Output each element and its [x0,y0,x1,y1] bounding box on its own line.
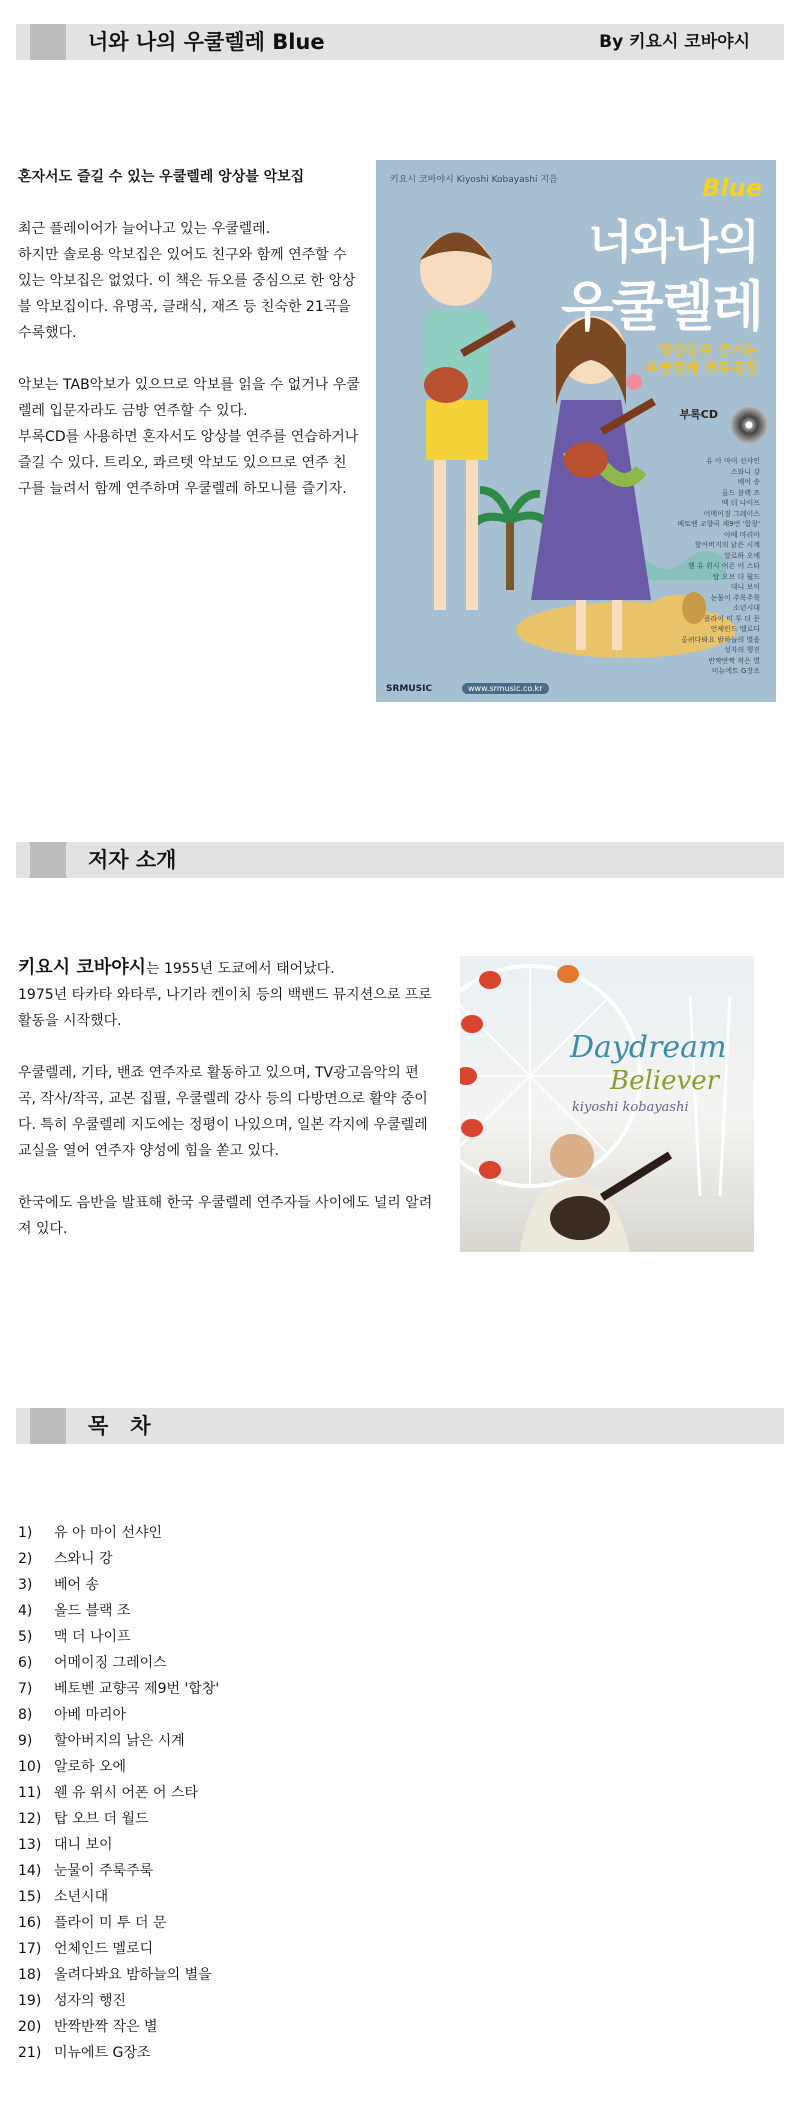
toc-heading: 목 차 [88,1414,151,1438]
toc-item-number: 5) [18,1629,33,1645]
cover-title-line1: 너와나의 [588,215,758,269]
toc-item-number: 9) [18,1733,33,1749]
toc-item-title: 유 아 마이 선샤인 [54,1525,163,1541]
author-bio-p1: 1975년 타카타 와타루, 나기라 켄이치 등의 백밴드 뮤지션으로 프로 활동을 시작했다. [18,987,432,1029]
toc-item [18,1676,219,1702]
toc-item [18,1598,219,1624]
toc-item [18,1780,219,1806]
cover-song-item: 소년시대 [732,604,760,612]
cover-publisher: SRMUSIC [386,684,433,694]
toc-item-number: 4) [18,1603,33,1619]
toc-item [18,1520,219,1546]
cover-author: 키요시 코바야시 Kiyoshi Kobayashi 지음 [390,175,558,185]
title-bar [16,24,784,60]
album-title-line2: Believer [610,1066,720,1096]
cover-subtitle-line2: 우쿨렐레 연주곡집 [644,361,758,377]
page-title: 너와 나의 우쿨렐레 Blue [88,30,325,54]
toc-item-number: 13) [18,1837,42,1853]
cover-song-item: 스와니 강 [730,467,760,476]
toc-item-number: 3) [18,1577,33,1593]
toc-item-number: 20) [18,2019,42,2035]
toc-item-title: 눈물이 주룩주룩 [54,1863,154,1879]
intro-p2-line2: 부록CD를 사용하면 혼자서도 앙상블 연주를 연습하거나 즐길 수 있다. 트리오, 콰르텟 악보도 있으므로 연주 친구를 늘려서 함께 연주하며 우쿨렐레 하모니를 즐기자. [18,429,359,497]
byline: By 키요시 코바야시 [599,32,750,52]
toc-item-title: 맥 더 나이프 [54,1629,131,1645]
toc-item-title: 올려다봐요 밤하늘의 별을 [54,1967,212,1983]
toc-item-title: 미뉴에트 G장조 [54,2045,151,2061]
toc-item [18,2014,219,2040]
toc-item [18,1988,219,2014]
cover-cd-label: 부록CD [679,408,718,421]
cover-badge: Blue [702,174,762,202]
toc-item [18,1546,219,1572]
album-cover [460,956,754,1252]
toc-item-number: 12) [18,1811,42,1827]
author-bio-p2: 우쿨렐레, 기타, 밴죠 연주자로 활동하고 있으며, TV광고음악의 편곡, 작사/작곡, 교본 집필, 우쿨렐레 강사 등의 다방면으로 활약 중이다. 특히 우쿨렐레 지도에는 정평이 나있으며, 일본 각지에 우쿨렐레 교실을 열어 연주자 양성에 힘을 쏟고 있다. [18,1065,428,1159]
cover-song-item: 어메이징 그레이스 [703,509,760,518]
toc-item-number: 2) [18,1551,33,1567]
intro-p1-line2: 하지만 솔로용 악보집은 있어도 친구와 함께 연주할 수 있는 악보집은 없었다. 이 책은 듀오를 중심으로 한 앙상블 악보집이다. 유명곡, 클래식, 재즈 등 친숙한 21곡을 수록했다. [18,247,356,341]
toc-item-title: 알로하 오에 [54,1759,127,1775]
toc-item-number: 10) [18,1759,42,1775]
cover-song-item: 알로하 오에 [723,551,760,560]
toc-item [18,1884,219,1910]
bar-tab-marker [30,24,66,60]
cover-song-item: 맥 더 나이프 [721,499,760,507]
toc-item-title: 베토벤 교향곡 제9번 '합창' [54,1681,220,1697]
cover-song-item: 성자의 행진 [723,646,760,654]
toc-item-title: 어메이징 그레이스 [54,1655,167,1671]
toc-item-title: 웬 유 위시 어폰 어 스타 [54,1785,198,1801]
author-section-bar [16,842,784,878]
toc-item [18,1728,219,1754]
album-artist: kiyoshi kobayashi [572,1100,689,1115]
toc-item [18,1572,219,1598]
cover-song-item: 탑 오브 더 월드 [712,572,760,581]
toc-item [18,1910,219,1936]
cover-title-line2: 우쿨렐레 [561,275,762,338]
toc-item-title: 아베 마리아 [54,1707,127,1723]
toc-item-number: 17) [18,1941,42,1957]
cover-song-item: 반짝반짝 작은 별 [708,656,760,665]
cover-song-item: 올드 블랙 조 [721,488,760,497]
cover-song-item: 언체인드 멜로디 [710,625,760,633]
intro-text [18,164,360,502]
toc-item-number: 16) [18,1915,42,1931]
toc-item-title: 스와니 강 [54,1551,113,1567]
toc-item-title: 성자의 행진 [54,1993,127,2009]
toc-item-number: 15) [18,1889,42,1905]
toc-item [18,1806,219,1832]
author-bio [18,955,436,1242]
cover-url: www.srmusic.co.kr [462,683,549,694]
toc-item-title: 플라이 미 투 더 문 [54,1915,167,1931]
toc-item-title: 반짝반짝 작은 별 [54,2019,158,2035]
bar-tab-marker [30,842,66,878]
intro-p2-line1: 악보는 TAB악보가 있으므로 악보를 읽을 수 없거나 우쿨렐레 입문자라도 금방 연주할 수 있다. [18,377,360,419]
toc-item [18,1936,219,1962]
toc-item-title: 탑 오브 더 월드 [54,1811,149,1827]
author-first-line: 는 1955년 도쿄에서 태어났다. [145,961,335,977]
toc-item [18,1624,219,1650]
toc-item-number: 8) [18,1707,33,1723]
cover-song-item: 베어 송 [737,478,760,486]
toc-section-bar [16,1408,784,1444]
toc-item-title: 할아버지의 낡은 시계 [54,1733,185,1749]
toc-item-number: 1) [18,1525,33,1541]
cover-song-item: 플라이 미 투 더 문 [703,614,760,623]
cover-song-item: 아베 마리아 [723,530,760,539]
toc-item [18,1858,219,1884]
author-bio-p3: 한국에도 음반을 발표해 한국 우쿨렐레 연주자들 사이에도 널리 알려져 있다. [18,1195,433,1237]
album-title-line1: Daydream [570,1030,727,1065]
toc-item-title: 소년시대 [54,1889,109,1905]
toc-item-title: 올드 블랙 조 [54,1603,131,1619]
cover-song-item: 올려다봐요 밤하늘의 별을 [681,635,760,644]
cd-disc-icon [730,406,768,444]
toc-item-title: 베어 송 [54,1577,100,1593]
intro-p1-line1: 최근 플레이어가 늘어나고 있는 우쿨렐레. [18,221,271,237]
toc-item [18,1650,219,1676]
toc-item-number: 7) [18,1681,33,1697]
toc-item-number: 14) [18,1863,42,1879]
cover-song-item: 미뉴에트 G장조 [711,667,760,675]
cover-song-item: 대니 보이 [730,583,760,591]
toc-item-title: 대니 보이 [54,1837,113,1853]
toc-item [18,1962,219,1988]
toc-item [18,1832,219,1858]
author-name: 키요시 코바야시 [18,957,146,978]
toc-item-number: 6) [18,1655,33,1671]
author-section-heading: 저자 소개 [88,848,177,872]
cover-subtitle-line1: 앙상블로 즐기는 [658,343,758,359]
toc-item-title: 언체인드 멜로디 [54,1941,154,1957]
toc-item [18,1754,219,1780]
cover-song-item: 눈물이 주룩주룩 [710,593,760,602]
toc-item-number: 18) [18,1967,42,1983]
toc-item-number: 11) [18,1785,42,1801]
intro-lead: 혼자서도 즐길 수 있는 우쿨렐레 앙상블 악보집 [18,169,305,185]
bar-tab-marker [30,1408,66,1444]
toc-item-number: 19) [18,1993,42,2009]
cover-song-item: 웬 유 위시 어폰 어 스타 [688,562,760,570]
cover-song-item: 베토벤 교향곡 제9번 '합창' [677,520,760,528]
cover-song-item: 할아버지의 낡은 시계 [694,541,760,549]
book-cover [376,160,776,702]
toc-item [18,1702,219,1728]
toc-list [18,1520,219,2066]
toc-item-number: 21) [18,2045,42,2061]
cover-song-list [670,456,760,677]
cover-song-item: 유 아 마이 선샤인 [705,457,760,465]
toc-item [18,2040,219,2066]
